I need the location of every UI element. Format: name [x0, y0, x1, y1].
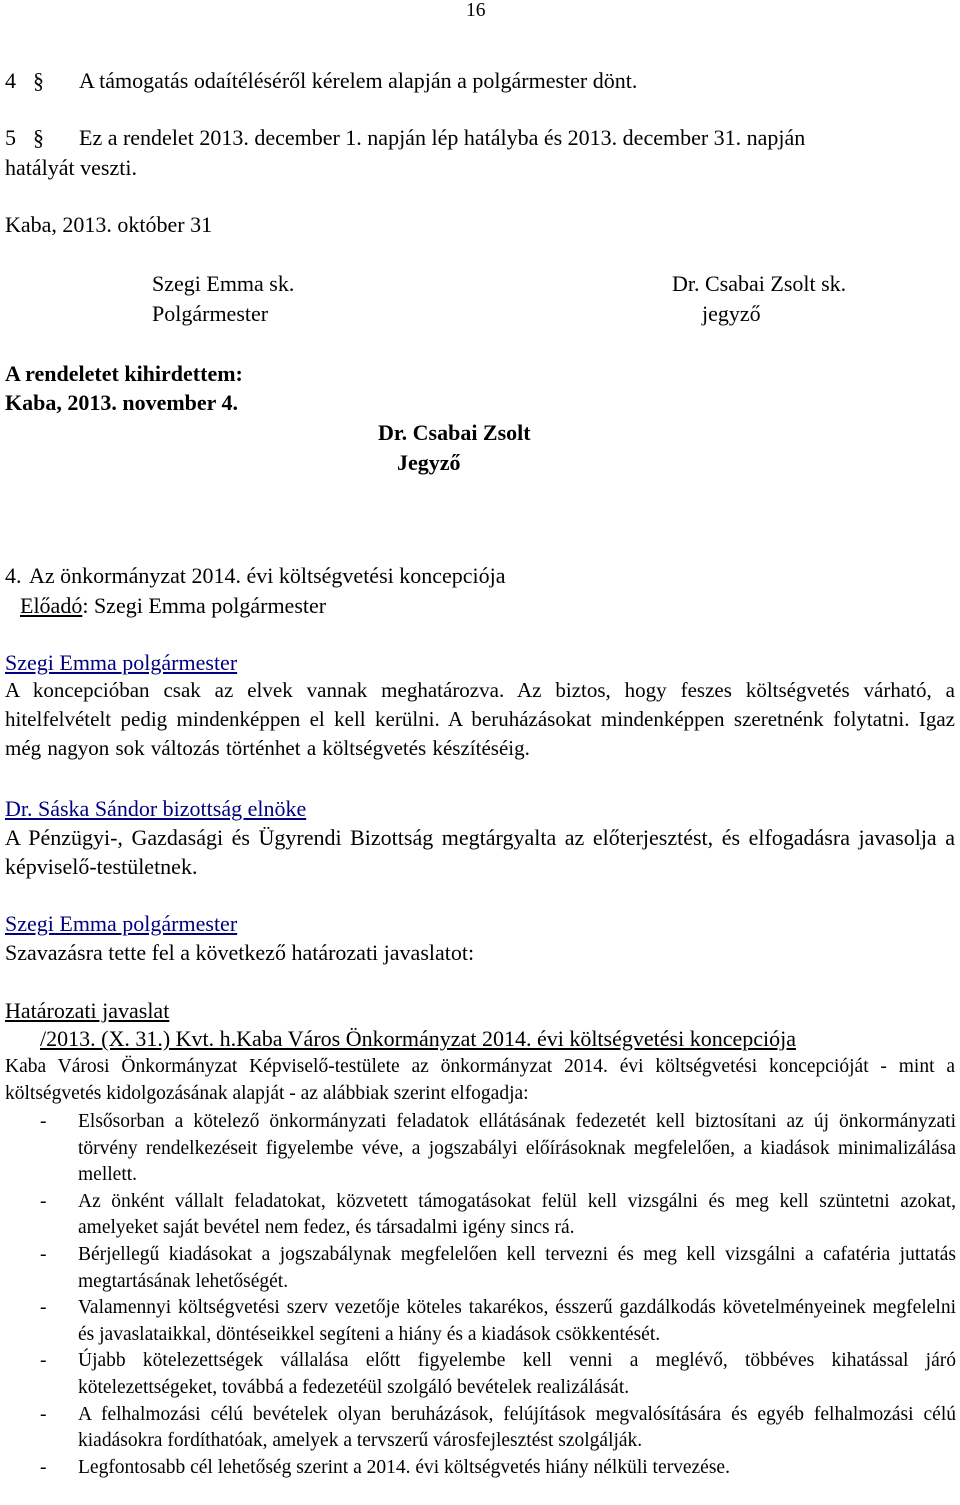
- signature-left-name: Szegi Emma sk.: [152, 271, 295, 296]
- signature-right-title: jegyző: [702, 301, 761, 326]
- item-5-number: 5: [5, 125, 16, 150]
- date-line: Kaba, 2013. október 31: [5, 212, 213, 237]
- signature-left-title: Polgármester: [152, 301, 269, 326]
- resolution-intro: Kaba Városi Önkormányzat Képviselő-testülete az önkormányzat 2014. évi költségvetési koncepcióját - mint a költségvetés kidolgozásának alapját - az alábbiak szerint elfogadja:: [5, 1056, 955, 1104]
- list-dash: -: [40, 1243, 47, 1265]
- agenda-presenter: [20, 592, 326, 620]
- item-5-text: Ez a rendelet 2013. december 1. napján lép hatályba és 2013. december 31. napján: [79, 125, 806, 150]
- item-4-section-mark: §: [33, 68, 44, 93]
- list-item: - Valamennyi költségvetési szerv vezetője köteles takarékos, ésszerű gazdálkodás követelményeinek megfelelni és javaslataikkal, döntéseikkel segíteni a hiány és a kiadások csökkentését.: [40, 1297, 956, 1345]
- promulgation-title: Jegyző: [397, 450, 461, 475]
- item-4-number: 4: [5, 68, 16, 93]
- signature-right-name: Dr. Csabai Zsolt sk.: [672, 271, 847, 296]
- promulgation-date: Kaba, 2013. november 4.: [5, 390, 239, 415]
- item-5-section-mark: §: [33, 125, 44, 150]
- speaker-1: Szegi Emma polgármester: [5, 650, 238, 675]
- speech-1-text: A koncepcióban csak az elvek vannak meghatározva. Az biztos, hogy feszes költségvetés várható, a hitelfelvételt pedig mindenképpen el kell kerülni. A beruházásokat mindenképpen szeretnénk folytatni. Igaz még nagyon sok változás történhet a költségvetés készítéséig.: [5, 678, 955, 760]
- list-item: - Elsősorban a kötelező önkormányzati feladatok ellátásának fedezetét kell biztosítani az új önkormányzati törvény rendelkezéseit figyelembe véve, a jogszabályi előírásoknak megfelelően, a kiadások minimalizálása mellett.: [40, 1111, 956, 1186]
- presenter-name: : Szegi Emma polgármester: [82, 593, 327, 618]
- speech-2-text: A Pénzügyi-, Gazdasági és Ügyrendi Bizottság megtárgyalta az előterjesztést, és elfogadásra javasolja a képviselő-testületnek.: [5, 825, 955, 879]
- promulgation-label: A rendeletet kihirdettem:: [5, 361, 243, 386]
- list-dash: -: [40, 1297, 47, 1319]
- resolution-points: [40, 1109, 956, 1481]
- presenter-label: Előadó: [20, 593, 83, 618]
- promulgation-name: Dr. Csabai Zsolt: [378, 420, 531, 445]
- resolution-heading: Határozati javaslat: [5, 998, 170, 1023]
- list-item: - Az önként vállalt feladatokat, közvetett támogatásokat felül kell vizsgálni és meg kell szüntetni azokat, amelyeket saját bevétel nem fedez, és társadalmi igény sincs rá.: [40, 1190, 956, 1239]
- list-dash: -: [40, 1456, 47, 1478]
- list-item: - A felhalmozási célú bevételek olyan beruházások, felújítások megvalósítására és egyéb felhalmozási célú kiadásokra fordíthatóak, amelyek a tervszerű városfejlesztést szolgálják.: [40, 1403, 956, 1452]
- list-dash: -: [40, 1190, 47, 1212]
- page-number: 16: [466, 0, 486, 21]
- item-4-text: A támogatás odaítéléséről kérelem alapján a polgármester dönt.: [79, 68, 638, 93]
- agenda-title: Az önkormányzat 2014. évi költségvetési koncepciója: [29, 563, 506, 588]
- speaker-2: Dr. Sáska Sándor bizottság elnöke: [5, 796, 307, 821]
- resolution-title: /2013. (X. 31.) Kvt. h.Kaba Város Önkormányzat 2014. évi költségvetési koncepciója: [40, 1026, 796, 1051]
- list-item: - Újabb kötelezettségek vállalása előtt figyelembe kell venni a meglévő, többéves kihatással járó kötelezettségeket, továbbá a fedezetéül szolgáló bevételek realizálását.: [40, 1350, 956, 1398]
- agenda-number: 4.: [5, 563, 22, 588]
- item-5-continuation: hatályát veszti.: [5, 155, 137, 180]
- list-item: - Legfontosabb cél lehetőség szerint a 2014. évi költségvetés hiány nélküli tervezése.: [40, 1455, 956, 1482]
- list-dash: -: [40, 1403, 47, 1425]
- list-item: - Bérjellegű kiadásokat a jogszabálynak megfelelően kell tervezni és meg kell vizsgálni a cafatéria juttatás megtartásának lehetőségét.: [40, 1243, 956, 1292]
- list-dash: -: [40, 1350, 47, 1372]
- list-dash: -: [40, 1111, 47, 1132]
- speech-3-text: Szavazásra tette fel a következő határozati javaslatot:: [5, 940, 475, 965]
- speaker-3: Szegi Emma polgármester: [5, 911, 238, 936]
